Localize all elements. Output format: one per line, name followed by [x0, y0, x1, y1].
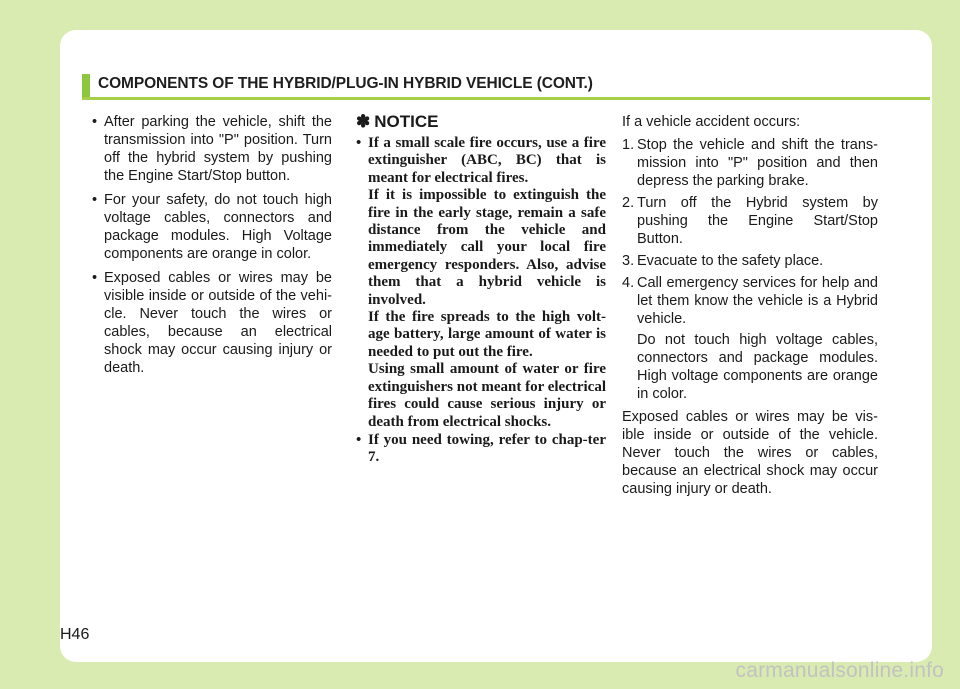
step-item [622, 274, 878, 403]
accident-steps [622, 136, 878, 403]
step-item [622, 252, 878, 270]
step-text: Turn off the Hybrid system by pushing the Engine Start/Stop Button. [637, 195, 878, 247]
step-text: Stop the vehicle and shift the trans-mission into "P" position and then depress the parking brake. [637, 137, 878, 189]
notice-paragraph: • If a small scale fire occurs, use a fire extinguisher (ABC, BC) that is meant for electrical fires. [368, 135, 606, 186]
right-column [622, 113, 878, 498]
section-title: COMPONENTS OF THE HYBRID/PLUG-IN HYBRID VEHICLE (CONT.) [98, 75, 593, 92]
closing-warning: Exposed cables or wires may be vis-ible inside or outside of the vehicle. Never touch the wires or cables, because an electrical shock may occur causing injury or death. [622, 409, 878, 497]
notice-column [356, 113, 606, 468]
step-text: Do not touch high voltage cables, connectors and package modules. High voltage components are orange in color. [637, 332, 878, 402]
notice-heading: NOTICE [374, 112, 439, 131]
step-text: Evacuate to the safety place. [637, 253, 824, 269]
step-item [622, 136, 878, 190]
notice-paragraph: If the fire spreads to the high volt-age battery, large amount of water is needed to put out the fire. [368, 309, 606, 360]
watermark: carmanualsonline.info [735, 659, 944, 682]
notice-header [356, 113, 606, 131]
step-number: 3. [622, 253, 635, 269]
page-number: H46 [60, 626, 90, 643]
bullet-item: • After parking the vehicle, shift the transmission into "P" position. Turn off the hybrid system by pushing the Engine Start/Stop button. [90, 113, 332, 185]
section-header-accent [82, 74, 90, 97]
step-number: 2. [622, 195, 635, 211]
notice-star-icon: ✽ [356, 112, 371, 131]
notice-paragraph: • If you need towing, refer to chap-ter 7. [368, 431, 606, 466]
bullet-item: • For your safety, do not touch high voltage cables, connectors and package modules. High Voltage components are orange in color. [90, 191, 332, 263]
notice-item [356, 135, 606, 431]
step-item [622, 194, 878, 248]
section-header-rule [82, 97, 930, 100]
bullet-item: • Exposed cables or wires may be visible inside or outside of the vehi-cle. Never touch the wires or cables, because an electrical shock may occur causing injury or death. [90, 269, 332, 377]
notice-paragraph: Using small amount of water or fire extinguishers not meant for electrical fires could cause serious injury or death from electrical shocks. [368, 361, 607, 430]
accident-intro: If a vehicle accident occurs: [622, 114, 801, 130]
section-header [82, 70, 930, 100]
left-column [90, 113, 332, 383]
notice-list [356, 135, 606, 467]
step-number: 4. [622, 275, 635, 291]
step-number: 1. [622, 137, 635, 153]
left-bullet-list [90, 113, 332, 377]
step-text: Call emergency services for help and let them know the vehicle is a Hybrid vehicle. [637, 275, 878, 327]
notice-item [356, 432, 606, 467]
notice-paragraph: If it is impossible to extinguish the fire in the early stage, remain a safe distance from the vehicle and immediately call your local fire emergency responders. Also, advise them that a hybrid vehicle is involved. [368, 187, 606, 308]
